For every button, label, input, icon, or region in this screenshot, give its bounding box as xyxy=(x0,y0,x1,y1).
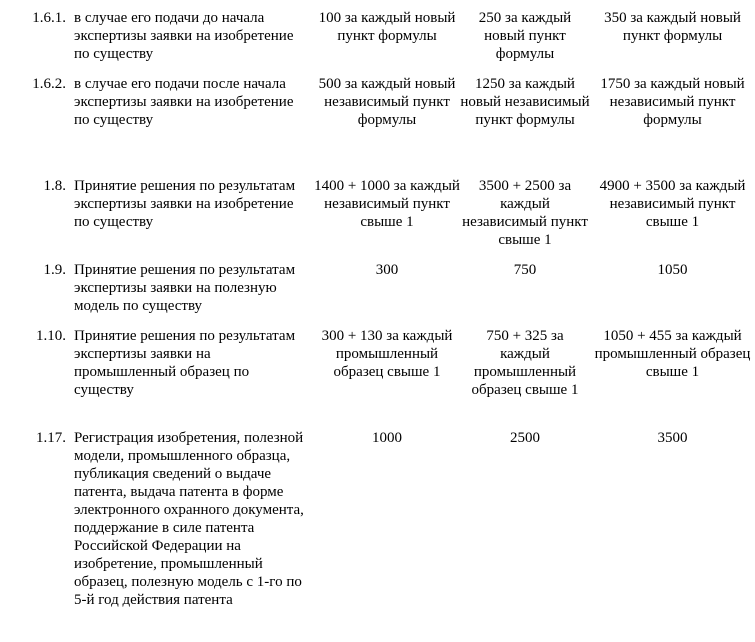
item-description: в случае его подачи после начала экспертизы заявки на изобретение по существу xyxy=(74,76,294,128)
item-description: Принятие решения по результатам экспертизы заявки на полезную модель по существу xyxy=(74,262,296,314)
item-description: Принятие решения по результатам экспертизы заявки на изобретение по существу xyxy=(74,178,296,230)
fee-table xyxy=(0,9,755,609)
fee-column-3: 1750 за каждый новый независимый пункт формулы xyxy=(600,76,745,128)
item-number: 1.6.2. xyxy=(32,76,66,92)
fee-column-2: 1250 за каждый новый независимый пункт формулы xyxy=(460,76,590,128)
fee-row-1-8 xyxy=(0,177,755,261)
fee-column-2: 2500 xyxy=(510,430,540,446)
fee-column-2: 3500 + 2500 за каждый независимый пункт свыше 1 xyxy=(462,178,588,248)
fee-row-1-6-1 xyxy=(0,9,755,75)
item-description: Регистрация изобретения, полезной модели, промышленного образца, публикация сведений о выдаче патента, выдача патента в форме электронного охранного документа, поддержание в силе патента Российской Федерации на изобретение, промышленный образец, полезную модель с 1-го по 5-й год действия патента xyxy=(74,430,304,608)
fee-column-1: 1400 + 1000 за каждый независимый пункт свыше 1 xyxy=(314,178,460,230)
item-number: 1.10. xyxy=(36,328,66,344)
fee-column-2: 750 + 325 за каждый промышленный образец свыше 1 xyxy=(471,328,579,398)
fee-column-1: 300 + 130 за каждый промышленный образец свыше 1 xyxy=(321,328,453,380)
item-number: 1.6.1. xyxy=(32,10,66,26)
fee-column-1: 500 за каждый новый независимый пункт формулы xyxy=(318,76,456,128)
fee-column-1: 1000 xyxy=(372,430,402,446)
fee-row-1-6-2 xyxy=(0,75,755,177)
fee-column-2: 750 xyxy=(513,262,537,278)
fee-column-1: 300 xyxy=(375,262,399,278)
item-number: 1.17. xyxy=(36,430,66,446)
fee-row-1-9 xyxy=(0,261,755,327)
fee-column-3: 350 за каждый новый пункт формулы xyxy=(604,10,741,44)
fee-column-3: 4900 + 3500 за каждый независимый пункт свыше 1 xyxy=(599,178,746,230)
fee-column-1: 100 за каждый новый пункт формулы xyxy=(318,10,456,44)
fee-row-1-10 xyxy=(0,327,755,429)
fee-column-3: 1050 xyxy=(657,262,688,278)
fee-column-3: 1050 + 455 за каждый промышленный образец свыше 1 xyxy=(594,328,751,380)
fee-row-1-17 xyxy=(0,429,755,609)
item-description: в случае его подачи до начала экспертизы заявки на изобретение по существу xyxy=(74,10,294,62)
item-number: 1.9. xyxy=(43,262,66,278)
fee-column-3: 3500 xyxy=(657,430,688,446)
fee-column-2: 250 за каждый новый пункт формулы xyxy=(478,10,572,62)
item-description: Принятие решения по результатам экспертизы заявки на промышленный образец по существу xyxy=(74,328,296,398)
item-number: 1.8. xyxy=(43,178,66,194)
